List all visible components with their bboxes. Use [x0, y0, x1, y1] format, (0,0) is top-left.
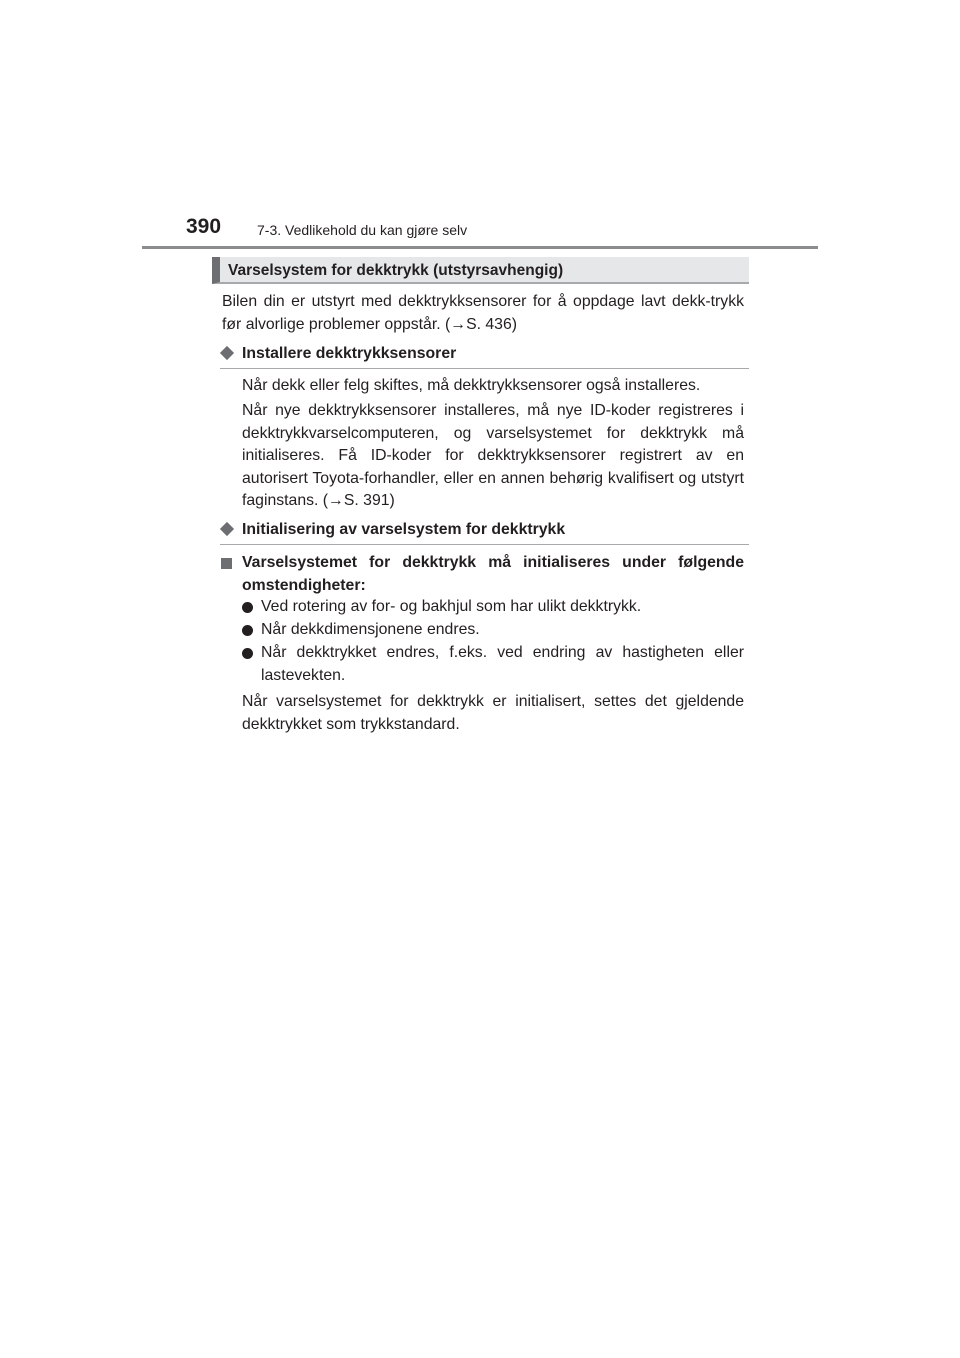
bullet-item: Når dekktrykket endres, f.eks. ved endring av hastigheten eller lastevekten. — [261, 644, 744, 684]
section-title: Varselsystem for dekktrykk (utstyrsavhengig) — [228, 262, 564, 279]
diamond-bullet-icon — [220, 346, 234, 360]
install-paragraph-2: Når nye dekktrykksensorer installeres, må nye ID-koder registreres i dekktrykkvarselcomputeren, og varselsystemet for dekktrykk må initialiseres. Få ID-koder for dekktrykksensorer registrert av en autorisert Toyota-forhandler, eller en annen behørig kvalifisert og utstyrt faginstans. (→S. 391) — [242, 402, 744, 509]
page-header — [142, 214, 818, 249]
page-number: 390 — [186, 215, 222, 238]
subheading-install-sensors — [220, 344, 749, 369]
bullet-item: Når dekkdimensjonene endres. — [261, 621, 480, 638]
bullet-dot-icon — [242, 648, 253, 659]
chapter-title: 7-3. Vedlikehold du kan gjøre selv — [257, 222, 468, 238]
bullet-item: Ved rotering av for- og bakhjul som har ulikt dekktrykk. — [261, 598, 642, 615]
condition-heading: Varselsystemet for dekktrykk må initialiseres under følgende omstendigheter: — [242, 554, 744, 594]
subheading-initialisation — [220, 520, 749, 545]
install-paragraph-1: Når dekk eller felg skiftes, må dekktrykksensorer også installeres. — [242, 377, 701, 394]
bullet-dot-icon — [242, 602, 253, 613]
diamond-bullet-icon — [220, 522, 234, 536]
subheading-initialisation-title: Initialisering av varselsystem for dekktrykk — [242, 521, 566, 538]
bullet-dot-icon — [242, 625, 253, 636]
section-heading-bar — [212, 257, 749, 284]
square-bullet-icon — [221, 558, 232, 569]
section-intro: Bilen din er utstyrt med dekktrykksensorer for å oppdage lavt dekk-trykk før alvorlige problemer oppstår. (→S. 436) — [222, 293, 744, 333]
subheading-install-sensors-title: Installere dekktrykksensorer — [242, 345, 457, 362]
closing-paragraph: Når varselsystemet for dekktrykk er initialisert, settes det gjeldende dekktrykket som trykkstandard. — [242, 693, 744, 733]
